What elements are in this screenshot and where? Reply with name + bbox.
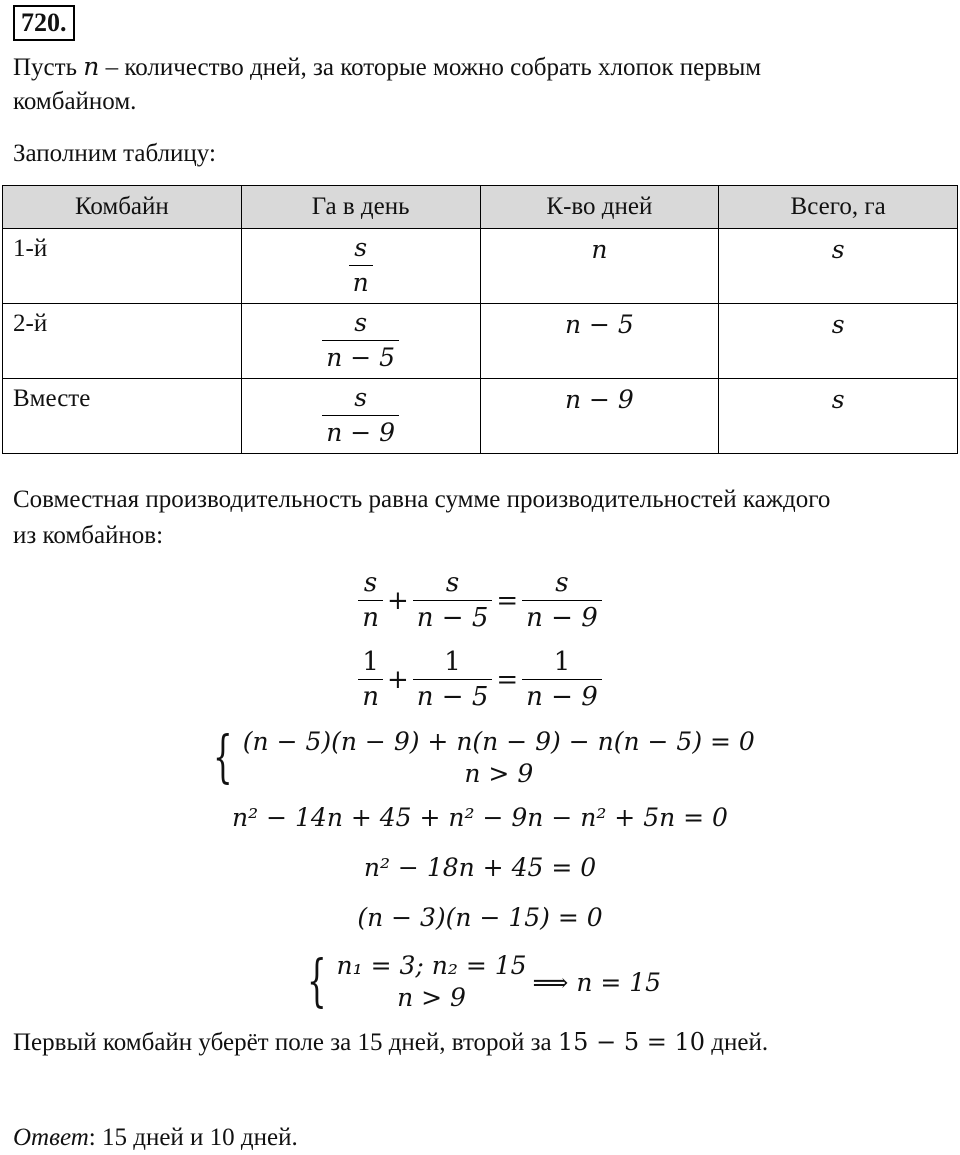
denominator: n − 9 <box>522 679 602 714</box>
row-days: n <box>480 229 719 304</box>
intro-post: – количество дней, за которые можно собрать хлопок первым <box>99 54 762 81</box>
fraction <box>358 645 383 714</box>
row-total: s <box>719 304 958 379</box>
plus-sign: + <box>386 664 409 695</box>
fraction <box>522 645 602 714</box>
system-lines <box>243 726 755 790</box>
intro-line-2: комбайном. <box>13 88 137 115</box>
header-rate: Га в день <box>241 186 480 229</box>
row-rate <box>241 229 480 304</box>
fraction <box>413 645 493 714</box>
system-block <box>299 950 661 1014</box>
table-row <box>3 379 958 454</box>
denominator: n − 5 <box>413 600 493 635</box>
plus-sign: + <box>386 585 409 616</box>
intro-line-1 <box>13 52 761 82</box>
answer-label: Ответ <box>13 1124 89 1151</box>
intro-var: n <box>83 52 100 81</box>
rate-denominator: n − 5 <box>322 340 399 375</box>
denominator: n <box>358 600 383 635</box>
system-2 <box>0 950 960 1014</box>
equation-5: (n − 3)(n − 15) = 0 <box>357 903 603 932</box>
equals-sign: = <box>496 664 519 695</box>
row-days: n − 5 <box>480 304 719 379</box>
brace-icon: { <box>213 725 233 790</box>
system-line: n > 9 <box>397 983 466 1012</box>
brace-icon: { <box>306 949 327 1014</box>
rate-denominator: n <box>349 265 373 300</box>
row-label: 1-й <box>3 229 242 304</box>
row-label: 2-й <box>3 304 242 379</box>
table-intro: Заполним таблицу: <box>13 140 216 167</box>
conclusion <box>13 1028 768 1057</box>
numerator: 1 <box>362 647 379 677</box>
system-block <box>205 726 755 790</box>
data-table <box>2 185 958 454</box>
numerator: s <box>555 568 569 598</box>
system-line: n > 9 <box>464 759 534 788</box>
system-lines <box>337 950 527 1014</box>
row-rate <box>241 379 480 454</box>
fraction <box>413 566 493 635</box>
numerator: s <box>363 568 378 598</box>
conclusion-pre: Первый комбайн уберёт поле за 15 дней, второй за <box>13 1029 558 1056</box>
denominator: n <box>358 679 383 714</box>
equation-3: n² − 14n + 45 + n² − 9n − n² + 5n = 0 <box>232 803 728 832</box>
rate-numerator: s <box>354 233 368 262</box>
answer <box>13 1124 298 1152</box>
header-combine: Комбайн <box>3 186 242 229</box>
numerator: 1 <box>444 647 461 677</box>
answer-text: : 15 дней и 10 дней. <box>88 1124 298 1151</box>
intro-pre: Пусть <box>13 54 84 81</box>
rate-numerator: s <box>354 383 368 412</box>
header-total: Всего, га <box>719 186 958 229</box>
problem-number: 720. <box>13 5 75 41</box>
row-rate <box>241 304 480 379</box>
row-days: n − 9 <box>480 379 719 454</box>
rate-denominator: n − 9 <box>322 415 399 450</box>
row-total: s <box>719 379 958 454</box>
system-line: n₁ = 3; n₂ = 15 <box>336 951 527 980</box>
fraction <box>522 566 602 635</box>
denominator: n − 9 <box>522 600 602 635</box>
statement-line-2: из комбайнов: <box>13 522 164 549</box>
rate-fraction <box>322 306 399 375</box>
table-row <box>3 229 958 304</box>
fraction <box>358 566 383 635</box>
conclusion-post: дней. <box>705 1029 769 1056</box>
table-row <box>3 304 958 379</box>
row-label: Вместе <box>3 379 242 454</box>
equation-4: n² − 18n + 45 = 0 <box>363 853 597 882</box>
row-total: s <box>719 229 958 304</box>
system-line: (n − 5)(n − 9) + n(n − 9) − n(n − 5) = 0 <box>242 727 755 756</box>
equals-sign: = <box>496 585 519 616</box>
conclusion-math: 15 − 5 = 10 <box>557 1028 705 1056</box>
implies-result: ⟹ n = 15 <box>532 967 662 997</box>
rate-numerator: s <box>354 308 368 337</box>
numerator: 1 <box>553 647 571 677</box>
equation-1 <box>0 566 960 635</box>
statement-line-1: Совместная производительность равна сумме производительностей каждого <box>13 486 831 513</box>
rate-fraction <box>349 231 373 300</box>
numerator: s <box>445 568 460 598</box>
system-1 <box>0 726 960 790</box>
table-header-row <box>3 186 958 229</box>
denominator: n − 5 <box>413 679 493 714</box>
rate-fraction <box>322 381 399 450</box>
equation-2 <box>0 645 960 714</box>
header-days: К-во дней <box>480 186 719 229</box>
